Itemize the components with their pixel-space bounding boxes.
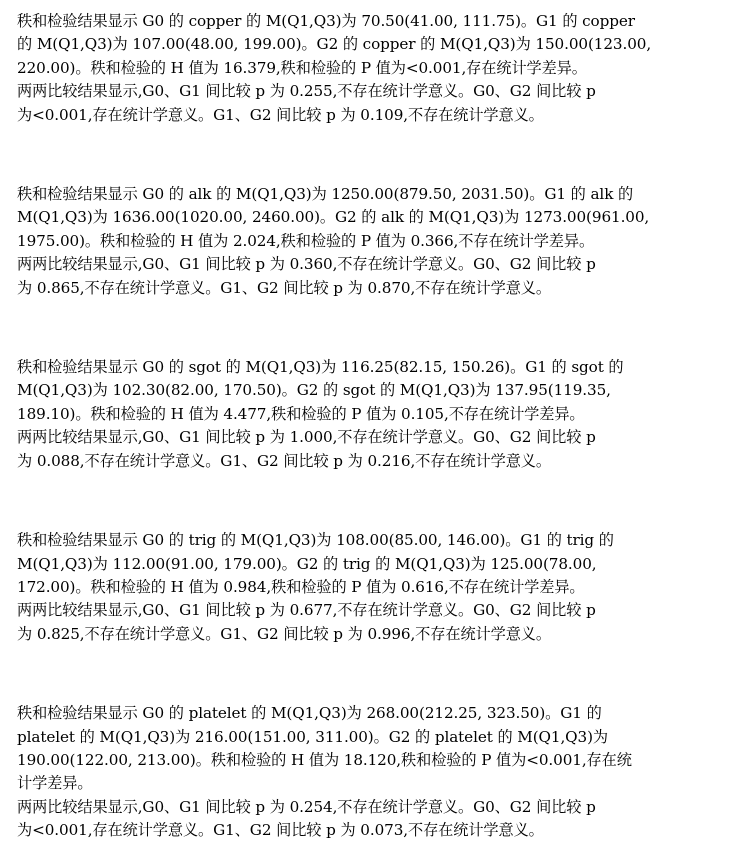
text-line: 秩和检验结果显示 G0 的 trig 的 M(Q1,Q3)为 108.00(85.00, 146.00)。G1 的 trig 的: [17, 531, 614, 550]
text-line: 为 0.825,不存在统计学意义。G1、G2 间比较 p 为 0.996,不存在统计学意义。: [17, 624, 551, 643]
text-line: 两两比较结果显示,G0、G1 间比较 p 为 1.000,不存在统计学意义。G0、G2 间比较 p: [17, 428, 596, 447]
text-line: M(Q1,Q3)为 112.00(91.00, 179.00)。G2 的 trig 的 M(Q1,Q3)为 125.00(78.00,: [17, 554, 597, 573]
text-line: 为<0.001,存在统计学意义。G1、G2 间比较 p 为 0.073,不存在统计学意义。: [17, 821, 544, 840]
text-line: 的 M(Q1,Q3)为 107.00(48.00, 199.00)。G2 的 copper 的 M(Q1,Q3)为 150.00(123.00,: [17, 35, 652, 54]
text-line: 为<0.001,存在统计学意义。G1、G2 间比较 p 为 0.109,不存在统计学意义。: [17, 105, 544, 124]
text-line: 两两比较结果显示,G0、G1 间比较 p 为 0.677,不存在统计学意义。G0、G2 间比较 p: [17, 601, 596, 620]
text-line: 220.00)。秩和检验的 H 值为 16.379,秩和检验的 P 值为<0.001,存在统计学差异。: [17, 58, 587, 77]
text-line: 为 0.865,不存在统计学意义。G1、G2 间比较 p 为 0.870,不存在统计学意义。: [17, 278, 551, 297]
text-line: 秩和检验结果显示 G0 的 copper 的 M(Q1,Q3)为 70.50(41.00, 111.75)。G1 的 copper: [17, 12, 635, 30]
text-line: M(Q1,Q3)为 102.30(82.00, 170.50)。G2 的 sgot 的 M(Q1,Q3)为 137.95(119.35,: [17, 381, 611, 400]
text-line: 秩和检验结果显示 G0 的 platelet 的 M(Q1,Q3)为 268.00(212.25, 323.50)。G1 的: [17, 704, 602, 723]
paragraph-platelet: [17, 702, 694, 842]
text-line: 计学差异。: [17, 774, 93, 793]
text-line: 172.00)。秩和检验的 H 值为 0.984,秩和检验的 P 值为 0.616,不存在统计学差异。: [17, 577, 585, 596]
paragraph-trig: [17, 529, 694, 646]
text-line: 为 0.088,不存在统计学意义。G1、G2 间比较 p 为 0.216,不存在统计学意义。: [17, 451, 551, 470]
text-line: 两两比较结果显示,G0、G1 间比较 p 为 0.360,不存在统计学意义。G0、G2 间比较 p: [17, 255, 596, 274]
text-line: 两两比较结果显示,G0、G1 间比较 p 为 0.254,不存在统计学意义。G0、G2 间比较 p: [17, 797, 596, 816]
text-line: 秩和检验结果显示 G0 的 sgot 的 M(Q1,Q3)为 116.25(82.15, 150.26)。G1 的 sgot 的: [17, 358, 624, 377]
text-line: 秩和检验结果显示 G0 的 alk 的 M(Q1,Q3)为 1250.00(879.50, 2031.50)。G1 的 alk 的: [17, 185, 634, 204]
paragraph-alk: [17, 183, 694, 300]
paragraph-sgot: [17, 356, 694, 473]
paragraph-copper: [17, 10, 694, 127]
text-line: 190.00(122.00, 213.00)。秩和检验的 H 值为 18.120,秩和检验的 P 值为<0.001,存在统: [17, 750, 632, 769]
text-line: 1975.00)。秩和检验的 H 值为 2.024,秩和检验的 P 值为 0.366,不存在统计学差异。: [17, 231, 595, 250]
text-line: 两两比较结果显示,G0、G1 间比较 p 为 0.255,不存在统计学意义。G0、G2 间比较 p: [17, 82, 596, 101]
text-line: M(Q1,Q3)为 1636.00(1020.00, 2460.00)。G2 的 alk 的 M(Q1,Q3)为 1273.00(961.00,: [17, 208, 650, 227]
text-line: 189.10)。秩和检验的 H 值为 4.477,秩和检验的 P 值为 0.105,不存在统计学差异。: [17, 404, 585, 423]
text-line: platelet 的 M(Q1,Q3)为 216.00(151.00, 311.00)。G2 的 platelet 的 M(Q1,Q3)为: [17, 727, 609, 746]
